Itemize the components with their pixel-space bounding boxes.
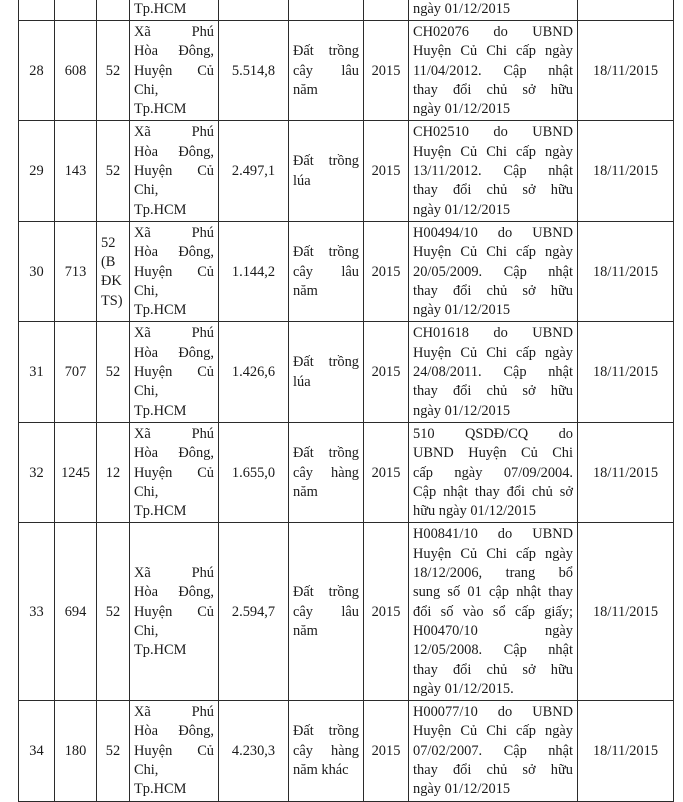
row-number-cell: 33 bbox=[19, 523, 55, 701]
table-row bbox=[19, 21, 674, 121]
land-type-cell: Đất trồng lúa bbox=[289, 121, 364, 221]
area-cell: 1.655,0 bbox=[219, 422, 289, 522]
table-row bbox=[19, 322, 674, 422]
note-cell: H00841/10 do UBND Huyện Củ Chi cấp ngày 18/12/2006, trang bổ sung số 01 cập nhật thay đổi số vào sổ cấp giấy; H00470/10 ngày 12/05/2008. Cập nhật thay đổi chủ sở hữu ngày 01/12/2015. bbox=[409, 523, 578, 701]
row-number-cell: 32 bbox=[19, 422, 55, 522]
note-cell: 510 QSDĐ/CQ do UBND Huyện Củ Chi cấp ngày 07/09/2004. Cập nhật thay đổi chủ sở hữu ngày 01/12/2015 bbox=[409, 422, 578, 522]
map-sheet-cell: 52 bbox=[97, 121, 130, 221]
area-cell: 1.144,2 bbox=[219, 221, 289, 321]
address-cell: Xã Phú Hòa Đông, Huyện Củ Chi, Tp.HCM bbox=[130, 21, 219, 121]
area-cell: 5.514,8 bbox=[219, 21, 289, 121]
year-cell: 2015 bbox=[364, 701, 409, 801]
date-cell: 18/11/2015 bbox=[578, 221, 674, 321]
table-row bbox=[19, 701, 674, 801]
date-cell: 18/11/2015 bbox=[578, 422, 674, 522]
land-type-cell: Đất trồng cây lâu năm bbox=[289, 221, 364, 321]
land-type-cell: Đất trồng cây lâu năm bbox=[289, 523, 364, 701]
address-cell: Xã Phú Hòa Đông, Huyện Củ Chi, Tp.HCM bbox=[130, 523, 219, 701]
note-cell: CH02510 do UBND Huyện Củ Chi cấp ngày 13/11/2012. Cập nhật thay đổi chủ sở hữu ngày 01/12/2015 bbox=[409, 121, 578, 221]
year-cell: 2015 bbox=[364, 523, 409, 701]
land-type-cell: Đất trồng cây hàng năm khác bbox=[289, 701, 364, 801]
row-number-cell: 30 bbox=[19, 221, 55, 321]
note-cell: H00494/10 do UBND Huyện Củ Chi cấp ngày 20/05/2009. Cập nhật thay đổi chủ sở hữu ngày 01/12/2015 bbox=[409, 221, 578, 321]
area-cell: 2.594,7 bbox=[219, 523, 289, 701]
note-cell: ngày 01/12/2015 bbox=[409, 0, 578, 21]
parcel-number-cell: 713 bbox=[55, 221, 97, 321]
row-number-cell: 28 bbox=[19, 21, 55, 121]
parcel-number-cell: 180 bbox=[55, 701, 97, 801]
map-sheet-cell: 52 bbox=[97, 523, 130, 701]
year-cell: 2015 bbox=[364, 422, 409, 522]
address-cell: Xã Phú Hòa Đông, Huyện Củ Chi, Tp.HCM bbox=[130, 221, 219, 321]
address-cell: Xã Phú Hòa Đông, Huyện Củ Chi, Tp.HCM bbox=[130, 322, 219, 422]
land-type-cell: Đất trồng cây lâu năm bbox=[289, 21, 364, 121]
date-cell: 18/11/2015 bbox=[578, 523, 674, 701]
map-sheet-cell: 52 bbox=[97, 701, 130, 801]
row-number-cell: 29 bbox=[19, 121, 55, 221]
address-cell: Xã Phú Hòa Đông, Huyện Củ Chi, Tp.HCM bbox=[130, 701, 219, 801]
address-cell: Tp.HCM bbox=[130, 0, 219, 21]
area-cell: 2.497,1 bbox=[219, 121, 289, 221]
year-cell: 2015 bbox=[364, 21, 409, 121]
parcel-number-cell: 707 bbox=[55, 322, 97, 422]
row-number-cell: 31 bbox=[19, 322, 55, 422]
parcel-number-cell: 694 bbox=[55, 523, 97, 701]
note-cell: H00077/10 do UBND Huyện Củ Chi cấp ngày 07/02/2007. Cập nhật thay đổi chủ sở hữu ngày 01/12/2015 bbox=[409, 701, 578, 801]
date-cell: 18/11/2015 bbox=[578, 21, 674, 121]
date-cell: 18/11/2015 bbox=[578, 322, 674, 422]
land-type-cell: Đất trồng lúa bbox=[289, 322, 364, 422]
date-cell: 18/11/2015 bbox=[578, 701, 674, 801]
table-row-fragment bbox=[19, 0, 674, 21]
note-cell: CH01618 do UBND Huyện Củ Chi cấp ngày 24/08/2011. Cập nhật thay đổi chủ sở hữu ngày 01/12/2015 bbox=[409, 322, 578, 422]
table-row bbox=[19, 121, 674, 221]
map-sheet-cell: 12 bbox=[97, 422, 130, 522]
year-cell: 2015 bbox=[364, 322, 409, 422]
date-cell: 18/11/2015 bbox=[578, 121, 674, 221]
map-sheet-cell: 52 (B ĐK TS) bbox=[97, 221, 130, 321]
area-cell: 1.426,6 bbox=[219, 322, 289, 422]
table-row bbox=[19, 523, 674, 701]
parcel-number-cell: 608 bbox=[55, 21, 97, 121]
note-cell: CH02076 do UBND Huyện Củ Chi cấp ngày 11/04/2012. Cập nhật thay đổi chủ sở hữu ngày 01/12/2015 bbox=[409, 21, 578, 121]
parcel-number-cell: 1245 bbox=[55, 422, 97, 522]
address-cell: Xã Phú Hòa Đông, Huyện Củ Chi, Tp.HCM bbox=[130, 422, 219, 522]
address-cell: Xã Phú Hòa Đông, Huyện Củ Chi, Tp.HCM bbox=[130, 121, 219, 221]
map-sheet-cell: 52 bbox=[97, 21, 130, 121]
land-type-cell: Đất trồng cây hàng năm bbox=[289, 422, 364, 522]
table-row bbox=[19, 221, 674, 321]
year-cell: 2015 bbox=[364, 221, 409, 321]
area-cell: 4.230,3 bbox=[219, 701, 289, 801]
row-number-cell: 34 bbox=[19, 701, 55, 801]
land-parcel-table bbox=[18, 0, 674, 802]
parcel-number-cell: 143 bbox=[55, 121, 97, 221]
table-row bbox=[19, 422, 674, 522]
map-sheet-cell: 52 bbox=[97, 322, 130, 422]
year-cell: 2015 bbox=[364, 121, 409, 221]
